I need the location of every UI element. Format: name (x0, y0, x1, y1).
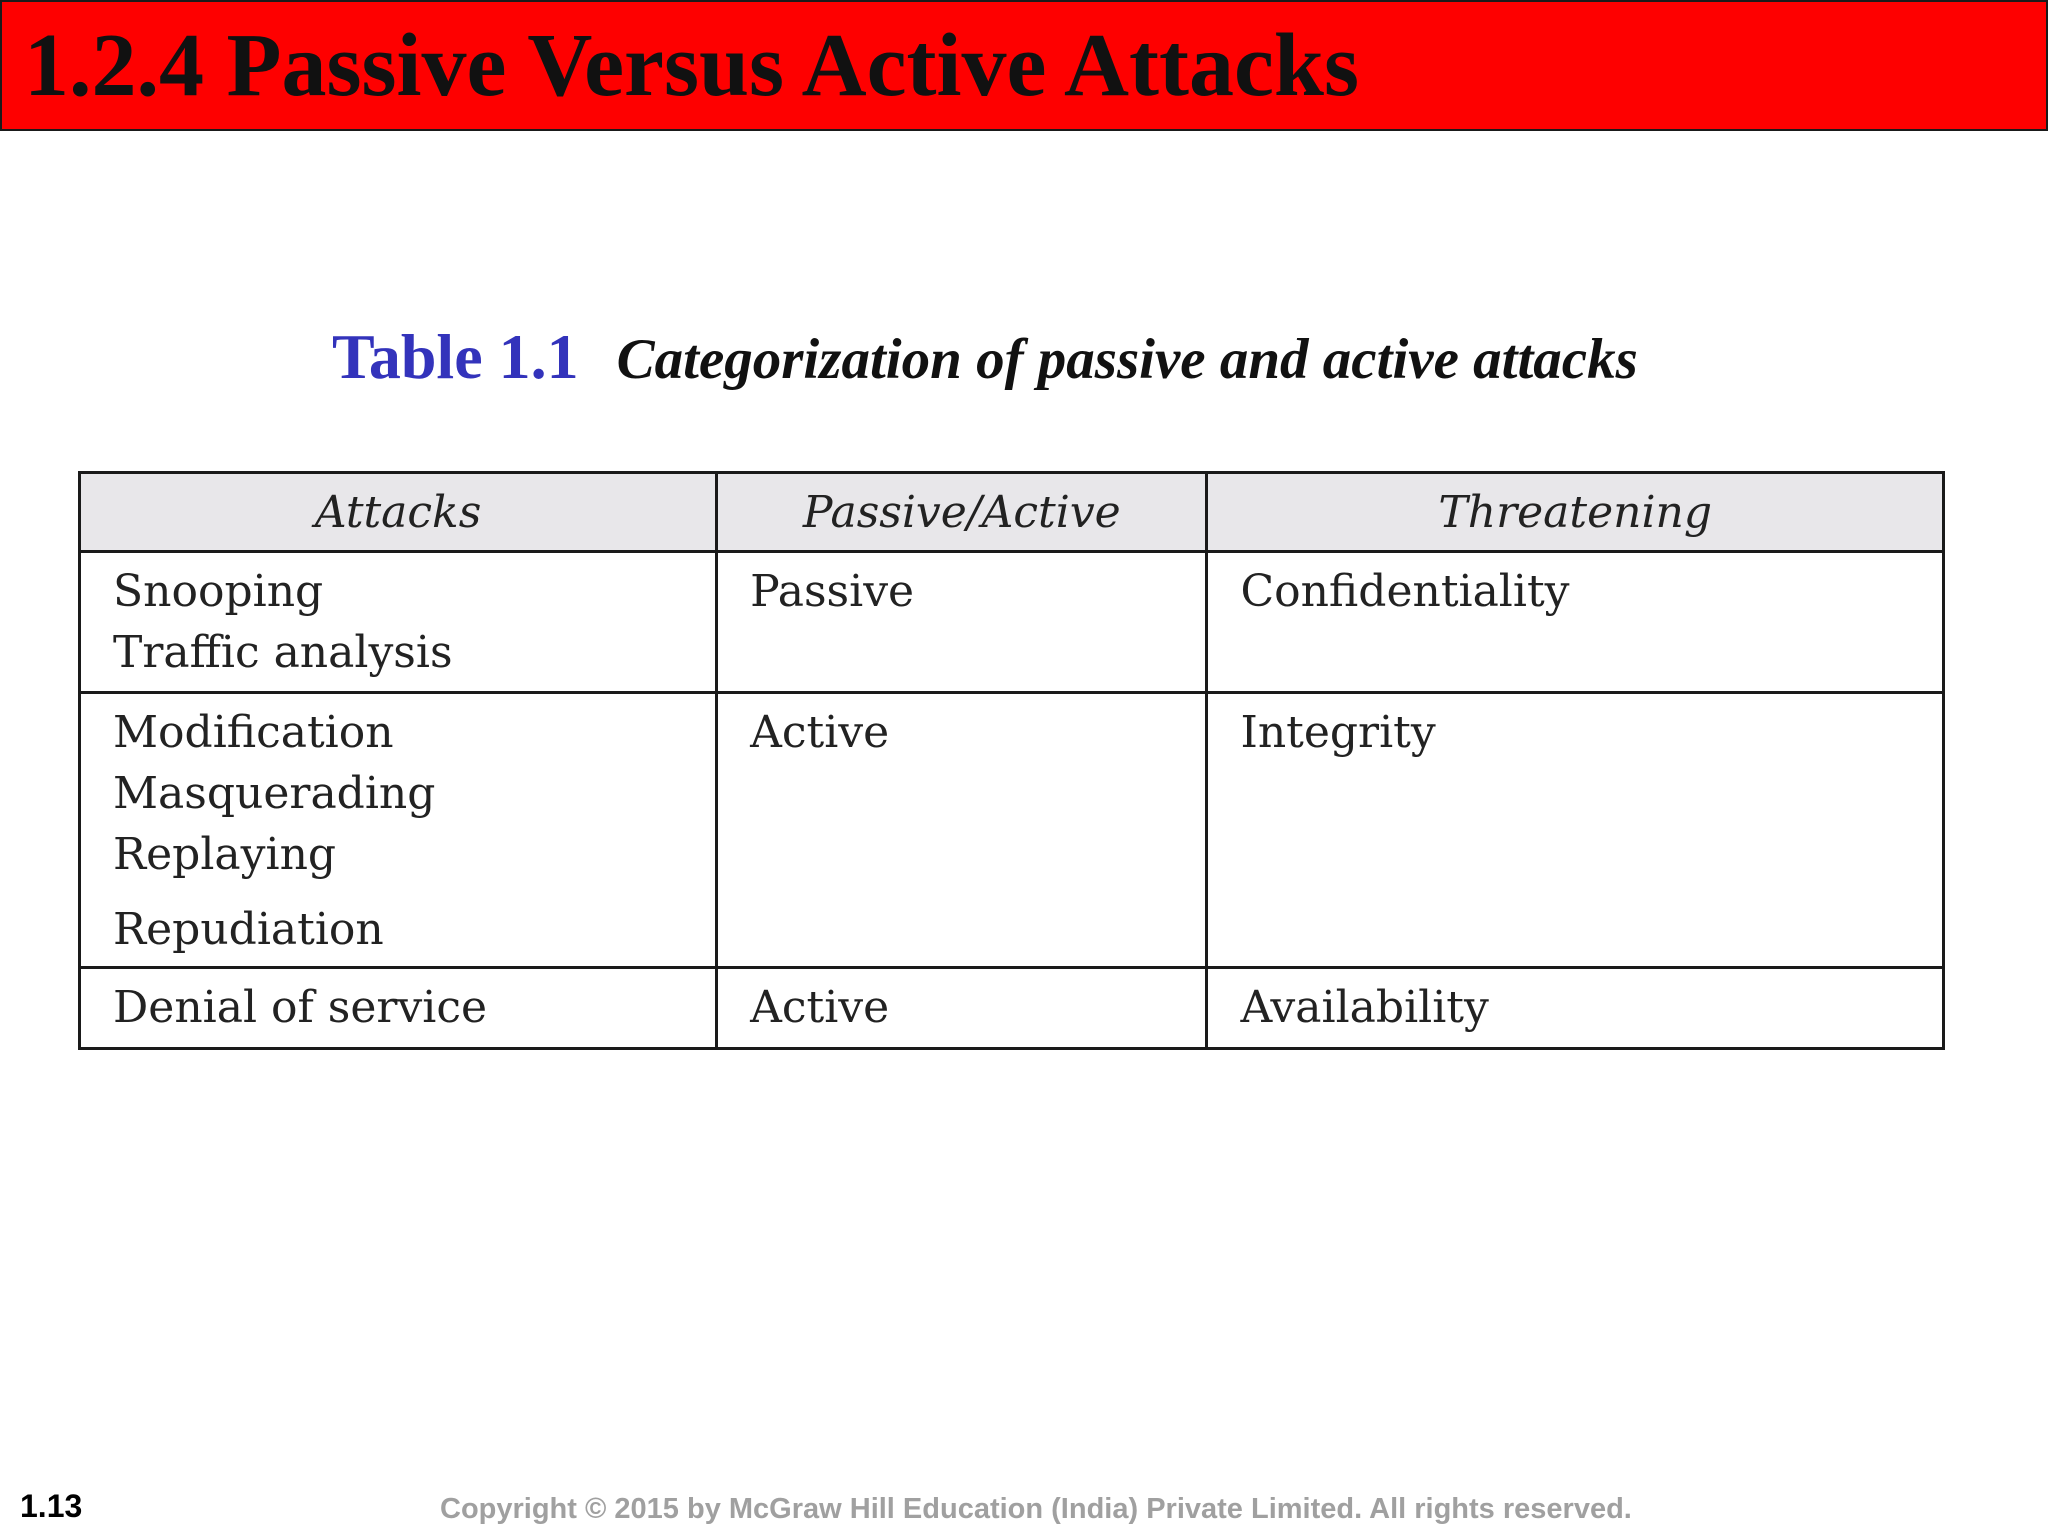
attacks-cell (80, 968, 717, 1049)
header-passive-active: Passive/Active (717, 473, 1207, 552)
attack-type: Passive (750, 566, 915, 617)
threat-value: Availability (1240, 982, 1489, 1033)
header-attacks: Attacks (80, 473, 717, 552)
attack-type: Active (750, 982, 890, 1033)
attack-type: Active (750, 707, 890, 758)
table-header-row (80, 473, 1944, 552)
attack-item: Snooping (113, 566, 324, 617)
attack-item: Replaying (113, 829, 337, 880)
attack-item: Repudiation (113, 904, 384, 955)
threat-value: Confidentiality (1240, 566, 1570, 617)
attacks-table (78, 471, 1945, 1050)
attacks-cell (80, 552, 717, 693)
table-row (80, 968, 1944, 1049)
header-threatening: Threatening (1207, 473, 1944, 552)
type-cell (717, 968, 1207, 1049)
attack-item: Traffic analysis (113, 627, 453, 678)
slide-title: 1.2.4 Passive Versus Active Attacks (24, 16, 1359, 115)
attacks-cell (80, 693, 717, 968)
table-caption (332, 320, 1638, 394)
table-row (80, 693, 1944, 968)
table-row (80, 552, 1944, 693)
threat-cell (1207, 693, 1944, 968)
attack-item: Masquerading (113, 768, 436, 819)
threat-value: Integrity (1240, 707, 1436, 758)
threat-cell (1207, 968, 1944, 1049)
title-bar (0, 0, 2048, 131)
attack-item: Denial of service (113, 982, 488, 1033)
copyright-notice: Copyright © 2015 by McGraw Hill Education (India) Private Limited. All rights reserved. (440, 1493, 1632, 1525)
table-caption-text: Categorization of passive and active attacks (616, 328, 1638, 391)
type-cell (717, 693, 1207, 968)
table-caption-label: Table 1.1 (332, 321, 579, 392)
threat-cell (1207, 552, 1944, 693)
page-number: 1.13 (20, 1488, 83, 1524)
attack-item: Modification (113, 707, 394, 758)
type-cell (717, 552, 1207, 693)
